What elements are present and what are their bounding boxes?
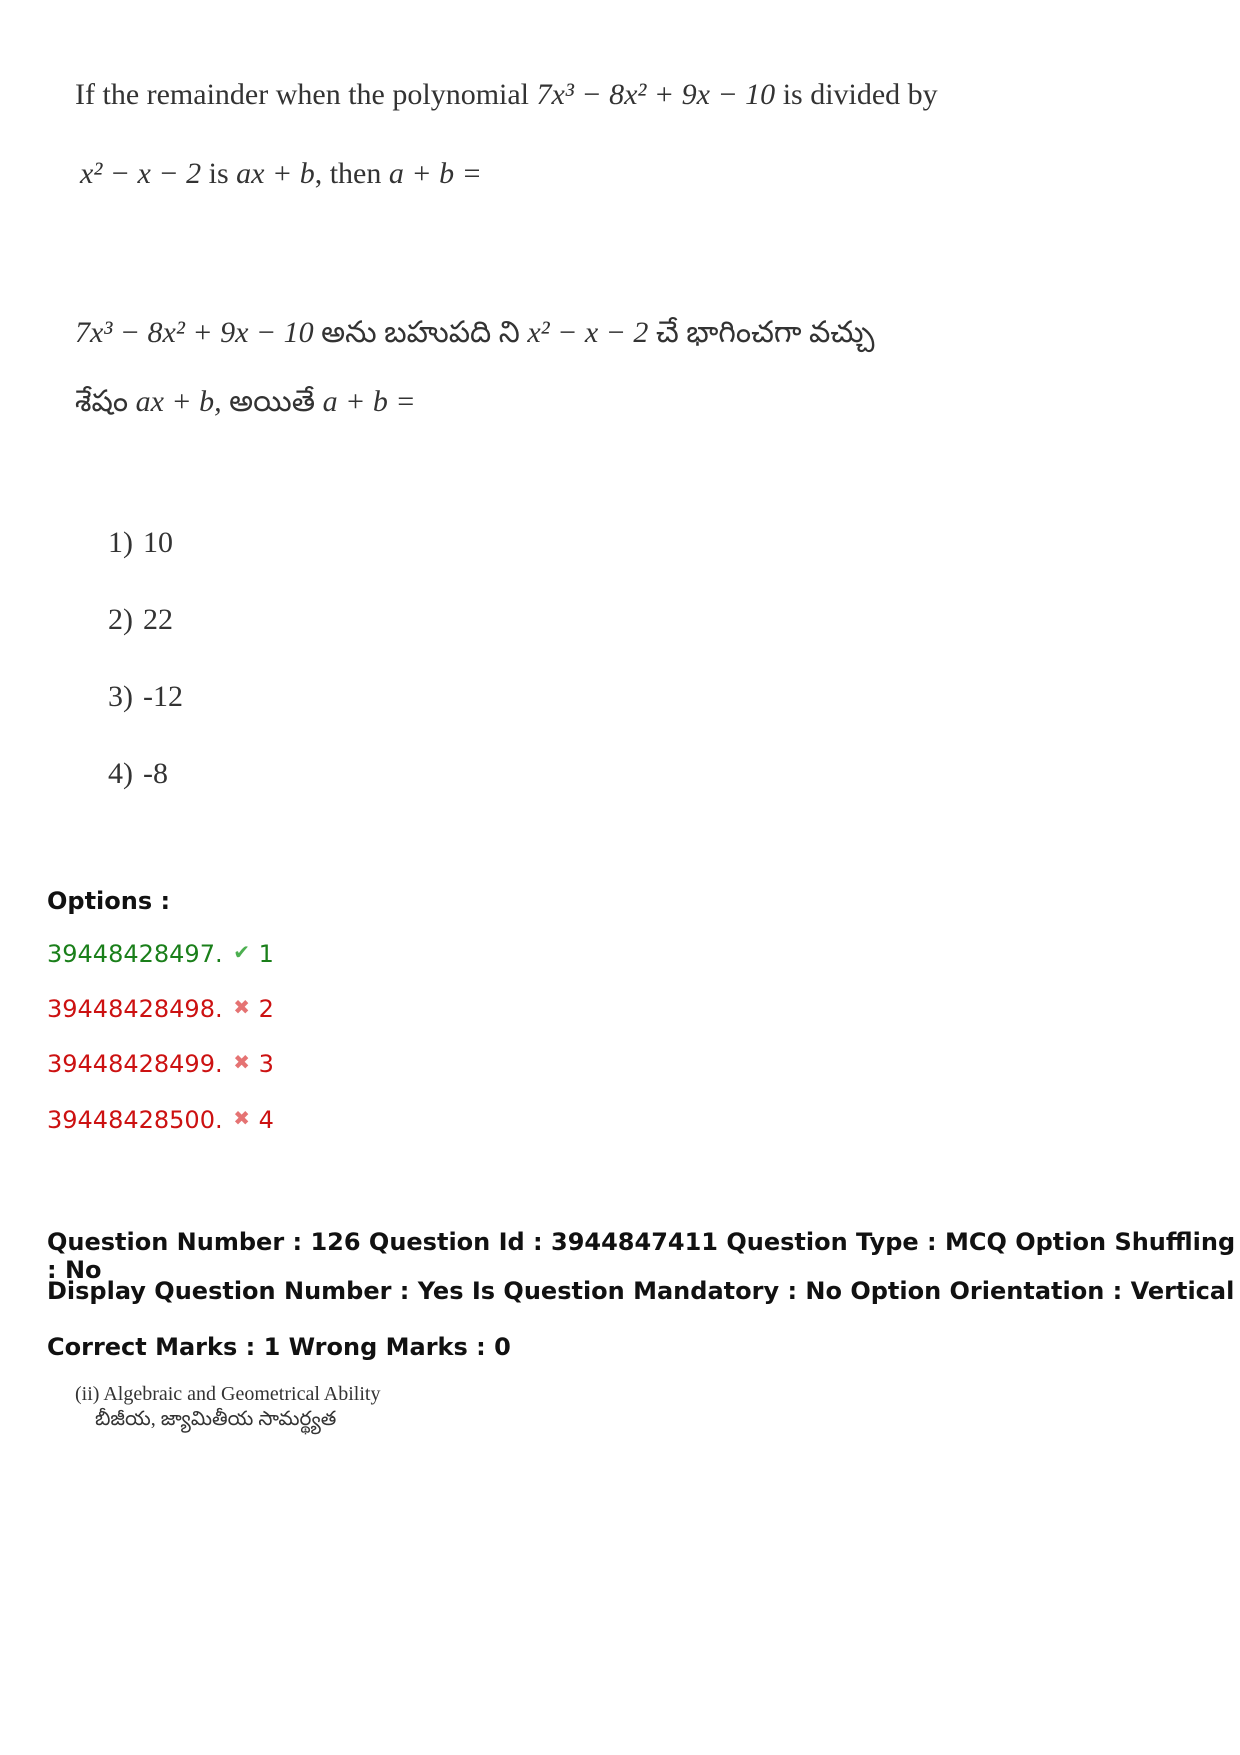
options-heading: Options :: [47, 887, 171, 915]
choice-number: 1): [108, 526, 133, 559]
remainder-expression: ax + b: [236, 157, 315, 190]
option-label: 1: [258, 940, 274, 968]
option-label: 2: [258, 995, 274, 1023]
question-meta-line-2: Display Question Number : Yes Is Question Mandatory : No Option Orientation : Vertical: [47, 1277, 1235, 1305]
question-text-telugu: శేషం: [75, 385, 136, 418]
cross-icon: ✖: [233, 1050, 250, 1074]
option-id: 39448428499.: [47, 1050, 223, 1078]
answer-choice: [108, 677, 183, 754]
sum-expression: a + b =: [322, 385, 416, 418]
question-meta-line-3: Correct Marks : 1 Wrong Marks : 0: [47, 1333, 511, 1361]
question-english-line-2: [80, 157, 482, 191]
choice-number: 4): [108, 757, 133, 790]
choice-number: 3): [108, 680, 133, 713]
question-text: , then: [314, 157, 389, 190]
option-label: 4: [258, 1106, 274, 1134]
question-text-telugu: చే భాగించగా వచ్చు: [648, 316, 875, 349]
choice-number: 2): [108, 603, 133, 636]
answer-choices: [108, 523, 183, 831]
section-label-english: (ii) Algebraic and Geometrical Ability: [75, 1383, 381, 1405]
question-text: is: [201, 157, 237, 190]
answer-choice: [108, 523, 183, 600]
choice-value: 22: [143, 603, 173, 636]
cross-icon: ✖: [233, 1106, 250, 1130]
option-id: 39448428500.: [47, 1106, 223, 1134]
choice-value: 10: [143, 526, 173, 559]
polynomial-expression: 7x³ − 8x² + 9x − 10: [75, 316, 314, 349]
section-label: [75, 1382, 380, 1432]
question-english-line-1: [75, 78, 938, 112]
question-meta-line-1: Question Number : 126 Question Id : 3944847411 Question Type : MCQ Option Shuffling : No: [47, 1228, 1236, 1284]
divisor-expression: x² − x − 2: [527, 316, 649, 349]
option-item: [47, 1106, 274, 1134]
option-item: [47, 995, 274, 1023]
question-text-telugu: అను బహుపది ని: [313, 316, 528, 349]
question-telugu-line-1: [75, 316, 874, 357]
check-icon: ✔: [233, 940, 250, 964]
question-telugu-line-2: [75, 385, 416, 426]
polynomial-expression: 7x³ − 8x² + 9x − 10: [536, 78, 776, 111]
question-text: is divided by: [775, 78, 938, 111]
option-item: [47, 1050, 274, 1078]
divisor-expression: x² − x − 2: [80, 157, 202, 190]
question-text-telugu: అయితే: [221, 385, 323, 418]
option-id: 39448428497.: [47, 940, 223, 968]
option-item: [47, 940, 274, 968]
cross-icon: ✖: [233, 995, 250, 1019]
option-label: 3: [258, 1050, 274, 1078]
remainder-expression: ax + b,: [135, 385, 222, 418]
choice-value: -12: [143, 680, 183, 713]
answer-choice: [108, 754, 183, 831]
option-id: 39448428498.: [47, 995, 223, 1023]
sum-expression: a + b =: [388, 157, 482, 190]
question-text: If the remainder when the polynomial: [75, 78, 537, 111]
answer-choice: [108, 600, 183, 677]
section-label-telugu: బీజీయ, జ్యామితీయ సామర్థ్యత: [95, 1408, 337, 1430]
choice-value: -8: [143, 757, 168, 790]
